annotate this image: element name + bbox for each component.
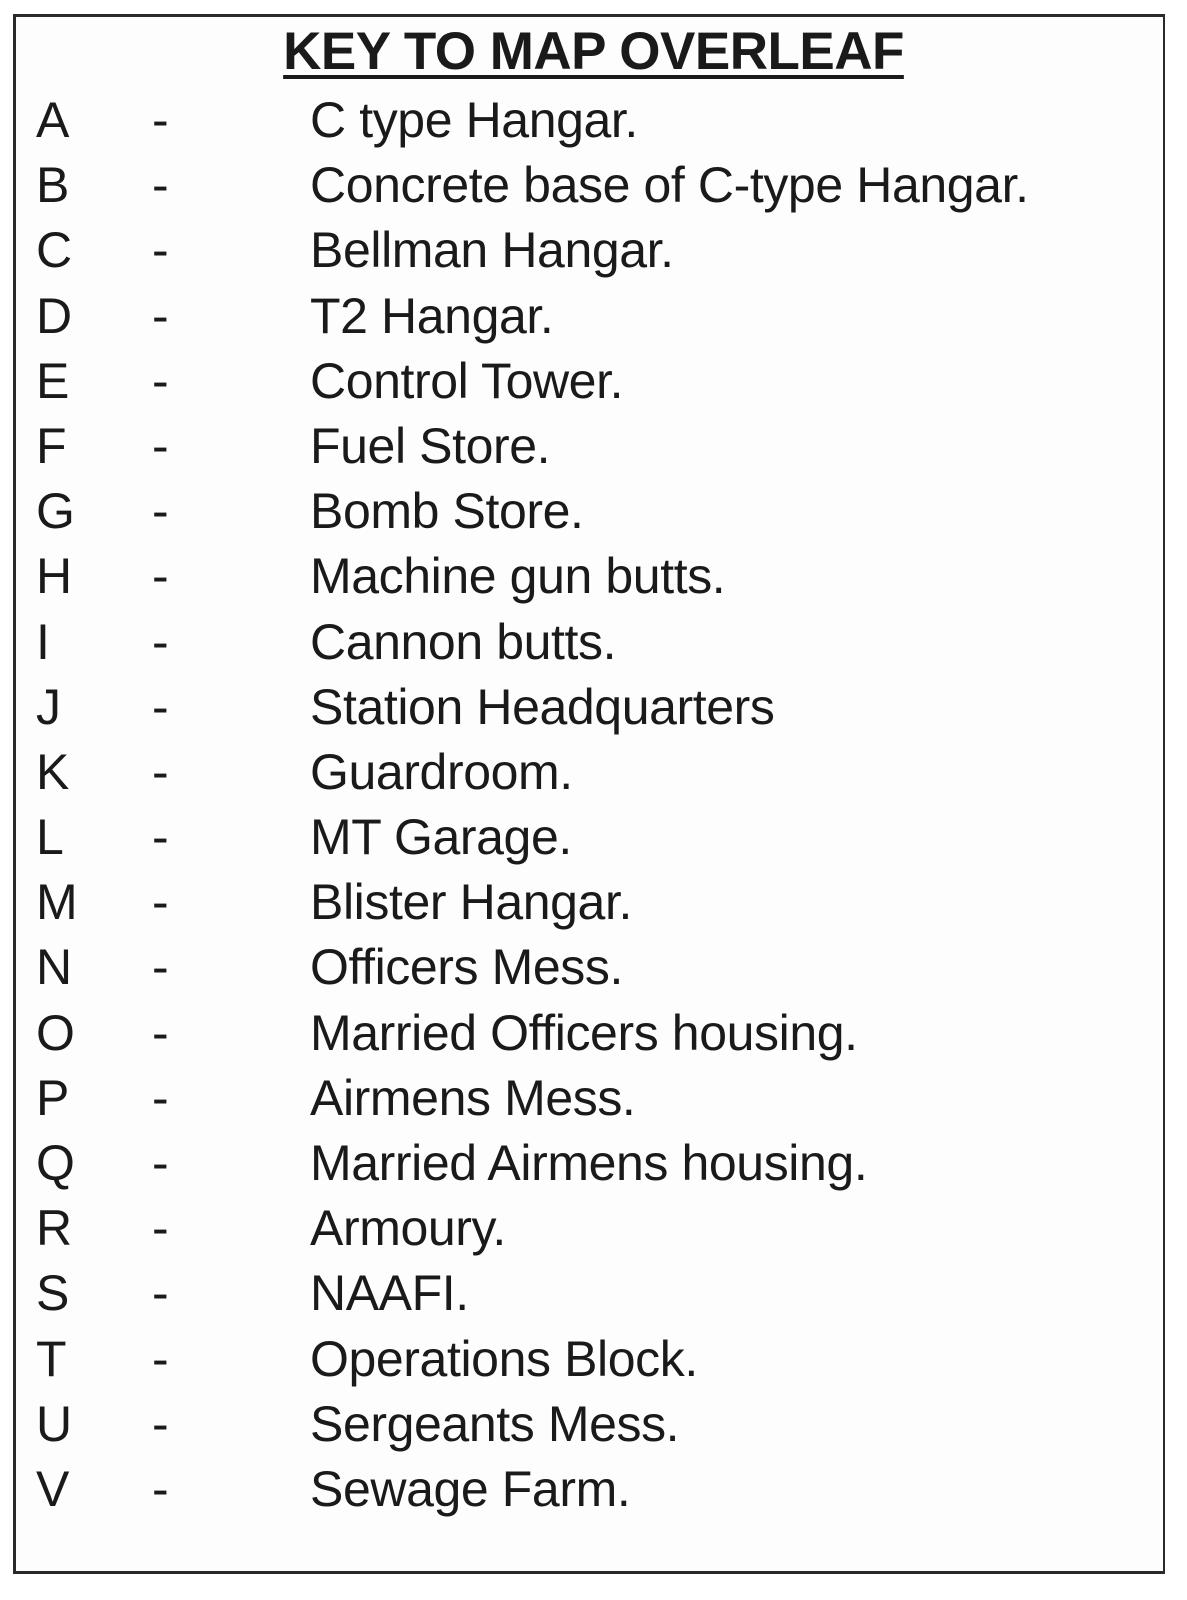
- key-letter: T: [36, 1330, 67, 1387]
- key-letter: S: [36, 1265, 70, 1322]
- key-separator: -: [152, 678, 169, 735]
- key-description: C type Hangar.: [310, 92, 638, 148]
- key-letter: J: [36, 678, 61, 735]
- key-description: Cannon butts.: [310, 613, 617, 670]
- key-letter: A: [36, 92, 70, 148]
- key-entry-m: [0, 870, 1187, 935]
- key-separator: -: [152, 1265, 169, 1322]
- key-letter: D: [36, 287, 73, 344]
- key-description: Station Headquarters: [310, 678, 775, 735]
- key-description: Blister Hangar.: [310, 874, 632, 931]
- key-letter: B: [36, 157, 70, 214]
- key-entry-c: [0, 218, 1187, 283]
- key-description: Armoury.: [310, 1200, 506, 1257]
- key-letter: H: [36, 548, 73, 605]
- key-description: Bellman Hangar.: [310, 222, 674, 279]
- key-entry-v: [0, 1457, 1187, 1522]
- key-entry-r: [0, 1196, 1187, 1261]
- key-description: Bomb Store.: [310, 483, 584, 540]
- key-letter: R: [36, 1200, 73, 1257]
- key-entry-j: [0, 675, 1187, 740]
- key-description: T2 Hangar.: [310, 287, 554, 344]
- key-separator: -: [152, 1460, 169, 1517]
- key-letter: Q: [36, 1135, 75, 1191]
- key-description: Control Tower.: [310, 352, 624, 409]
- key-letter: N: [36, 939, 73, 996]
- key-letter: F: [36, 417, 67, 474]
- key-letter: V: [36, 1460, 70, 1517]
- key-description: Guardroom.: [310, 743, 573, 800]
- key-separator: -: [152, 483, 169, 540]
- key-separator: -: [152, 874, 169, 931]
- key-entry-u: [0, 1392, 1187, 1457]
- key-description: Concrete base of C-type Hangar.: [310, 157, 1029, 214]
- key-description: NAAFI.: [310, 1265, 469, 1322]
- key-entry-s: [0, 1261, 1187, 1326]
- key-separator: -: [152, 222, 169, 279]
- key-entry-g: [0, 479, 1187, 544]
- key-separator: -: [152, 809, 169, 866]
- key-letter: L: [36, 809, 64, 866]
- key-separator: -: [152, 157, 169, 214]
- key-letter: K: [36, 743, 70, 800]
- key-separator: -: [152, 1200, 169, 1257]
- key-separator: -: [152, 743, 169, 800]
- key-description: Sergeants Mess.: [310, 1395, 680, 1452]
- key-separator: -: [152, 1004, 169, 1061]
- key-entry-p: [0, 1066, 1187, 1131]
- key-separator: -: [152, 548, 169, 605]
- key-separator: -: [152, 417, 169, 474]
- key-entry-k: [0, 740, 1187, 805]
- key-letter: P: [36, 1069, 70, 1126]
- key-description: Airmens Mess.: [310, 1069, 636, 1126]
- key-entry-d: [0, 284, 1187, 349]
- key-description: MT Garage.: [310, 809, 572, 866]
- key-separator: -: [152, 1395, 169, 1452]
- key-entry-o: [0, 1001, 1187, 1066]
- key-separator: -: [152, 1135, 169, 1191]
- key-separator: -: [152, 939, 169, 996]
- key-description: Sewage Farm.: [310, 1460, 631, 1517]
- key-description: Married Airmens housing.: [310, 1135, 868, 1191]
- key-separator: -: [152, 613, 169, 670]
- key-separator: -: [152, 1330, 169, 1387]
- key-entry-e: [0, 349, 1187, 414]
- map-key-list: [0, 88, 1187, 1522]
- key-entry-b: [0, 153, 1187, 218]
- key-entry-t: [0, 1327, 1187, 1392]
- key-description: Fuel Store.: [310, 417, 551, 474]
- key-description: Machine gun butts.: [310, 548, 726, 605]
- key-letter: O: [36, 1004, 75, 1061]
- key-entry-q: [0, 1131, 1187, 1196]
- key-letter: I: [36, 613, 50, 670]
- key-separator: -: [152, 352, 169, 409]
- key-entry-f: [0, 414, 1187, 479]
- key-separator: -: [152, 287, 169, 344]
- key-entry-l: [0, 805, 1187, 870]
- key-letter: U: [36, 1395, 73, 1452]
- key-description: Married Officers housing.: [310, 1004, 858, 1061]
- key-entry-h: [0, 544, 1187, 609]
- page-title: KEY TO MAP OVERLEAF: [283, 22, 904, 81]
- key-description: Operations Block.: [310, 1330, 698, 1387]
- key-letter: M: [36, 874, 78, 931]
- key-separator: -: [152, 1069, 169, 1126]
- key-entry-a: [0, 88, 1187, 153]
- key-letter: C: [36, 222, 73, 279]
- key-description: Officers Mess.: [310, 939, 623, 996]
- key-letter: E: [36, 352, 70, 409]
- key-letter: G: [36, 483, 75, 540]
- key-entry-n: [0, 935, 1187, 1000]
- key-separator: -: [152, 92, 169, 148]
- key-entry-i: [0, 610, 1187, 675]
